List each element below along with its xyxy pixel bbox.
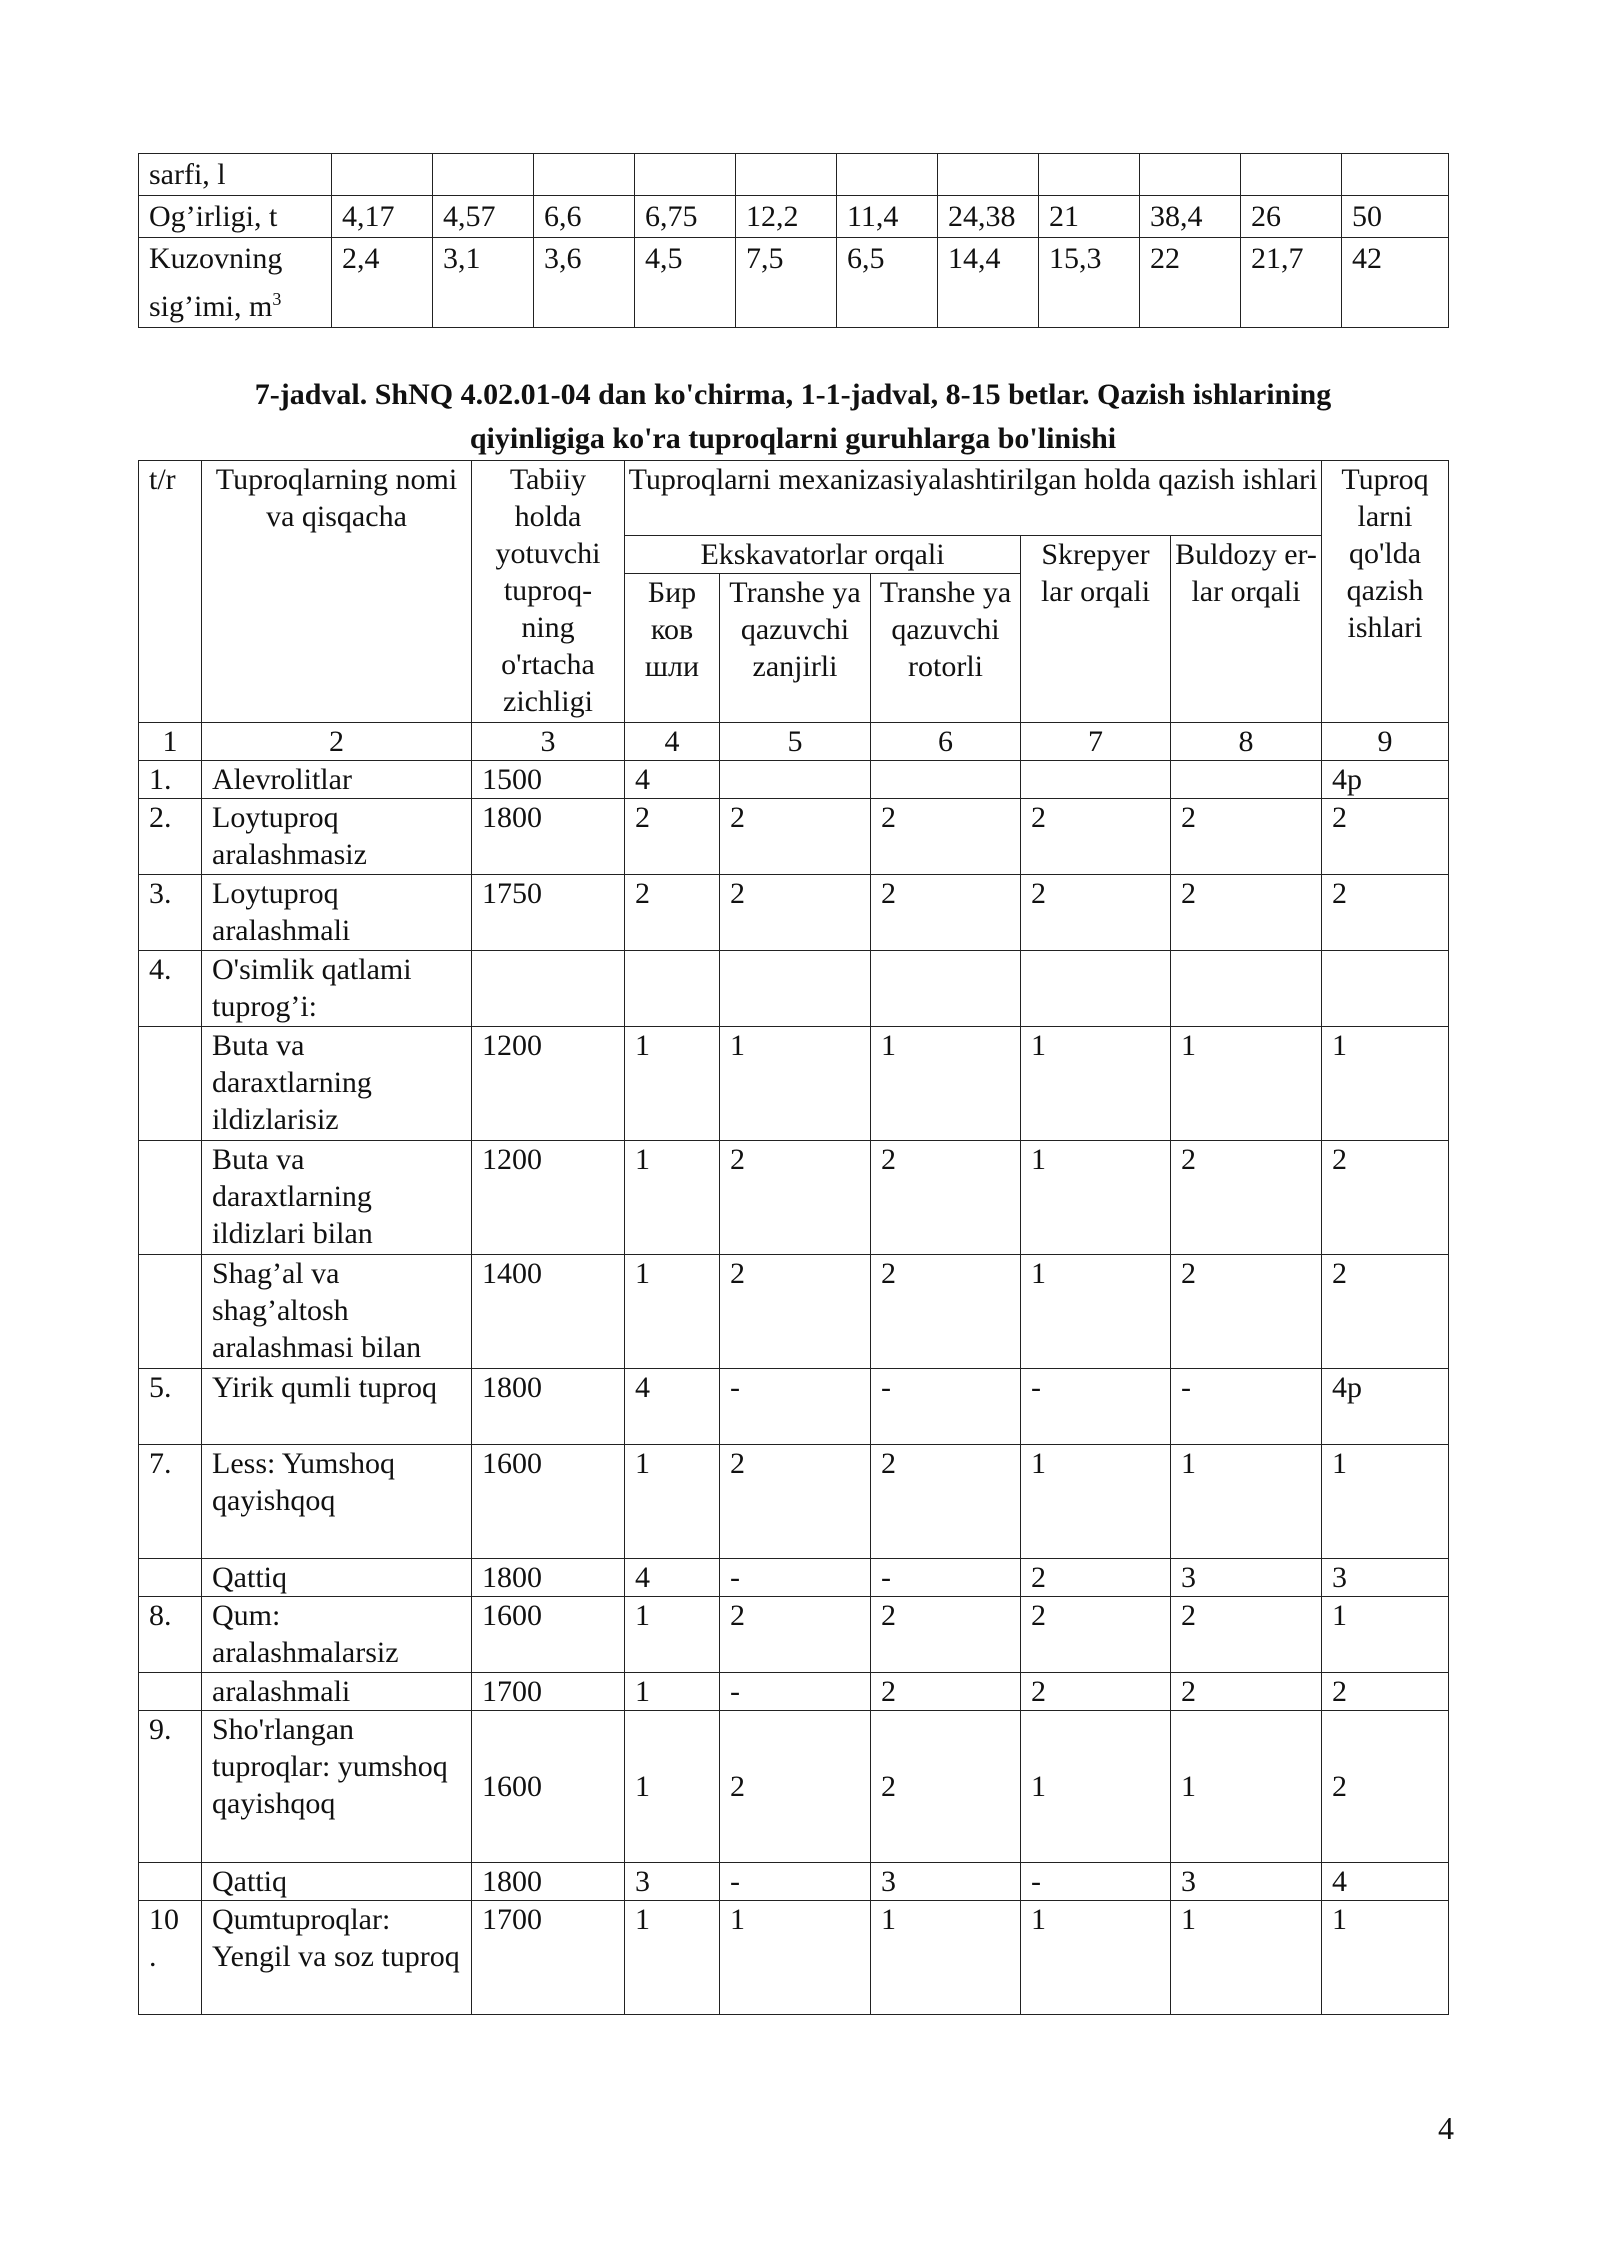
table-row bbox=[139, 1369, 1449, 1445]
group-cell: 2 bbox=[1171, 1255, 1322, 1369]
group-cell: 1 bbox=[625, 1027, 720, 1141]
group-cell bbox=[625, 951, 720, 1027]
group-cell: 1 bbox=[1322, 1901, 1449, 2015]
density-cell: 1600 bbox=[472, 1711, 625, 1863]
row-number: 4. bbox=[139, 951, 202, 1027]
soil-name: Loytuproq aralashmali bbox=[202, 875, 472, 951]
group-cell: 1 bbox=[625, 1255, 720, 1369]
soil-name: Qattiq bbox=[202, 1863, 472, 1901]
density-cell bbox=[472, 951, 625, 1027]
row-number: 7. bbox=[139, 1445, 202, 1559]
density-cell: 1800 bbox=[472, 1369, 625, 1445]
row-number: 10 . bbox=[139, 1901, 202, 2015]
density-cell: 1700 bbox=[472, 1901, 625, 2015]
table-cell bbox=[736, 154, 837, 196]
table-cell: 6,75 bbox=[635, 196, 736, 238]
header-bulldozer: Buldozy er-lar orqali bbox=[1171, 536, 1322, 723]
group-cell bbox=[1021, 761, 1171, 799]
table-cell: 4,57 bbox=[433, 196, 534, 238]
group-cell: 2 bbox=[1322, 799, 1449, 875]
row-label: sarfi, l bbox=[139, 154, 332, 196]
group-cell bbox=[720, 951, 871, 1027]
unit-superscript: 3 bbox=[272, 289, 282, 309]
table-row bbox=[139, 1445, 1449, 1559]
table-row bbox=[139, 1559, 1449, 1597]
table-cell: 21 bbox=[1039, 196, 1140, 238]
table-row bbox=[139, 1711, 1449, 1863]
group-cell: 2 bbox=[1322, 1673, 1449, 1711]
soil-name: O'simlik qatlami tuprog’i: bbox=[202, 951, 472, 1027]
row-number: 1. bbox=[139, 761, 202, 799]
table-row bbox=[139, 799, 1449, 875]
table-cell: 6,5 bbox=[837, 238, 938, 328]
table-cell bbox=[837, 154, 938, 196]
row-number bbox=[139, 1141, 202, 1255]
table-cell: 12,2 bbox=[736, 196, 837, 238]
group-cell: 2 bbox=[720, 799, 871, 875]
table-row bbox=[139, 1597, 1449, 1673]
group-cell: - bbox=[720, 1863, 871, 1901]
row-number bbox=[139, 1673, 202, 1711]
group-cell: 3 bbox=[871, 1863, 1021, 1901]
group-cell: 1 bbox=[625, 1901, 720, 2015]
group-cell: 2 bbox=[720, 1445, 871, 1559]
table-row bbox=[139, 761, 1449, 799]
table-row bbox=[139, 238, 1449, 328]
soil-name: Sho'rlangan tuproqlar: yumshoq qayishqoq bbox=[202, 1711, 472, 1863]
density-cell: 1400 bbox=[472, 1255, 625, 1369]
group-cell: 2 bbox=[1021, 799, 1171, 875]
group-cell bbox=[871, 761, 1021, 799]
group-cell: 2 bbox=[1171, 875, 1322, 951]
soil-name: Buta va daraxtlarning ildizlari bilan bbox=[202, 1141, 472, 1255]
header-excavators: Ekskavatorlar orqali bbox=[625, 536, 1021, 574]
group-cell: 1 bbox=[1171, 1711, 1322, 1863]
group-cell bbox=[1171, 951, 1322, 1027]
soil-name: aralashmali bbox=[202, 1673, 472, 1711]
header-manual: Tuproq larni qo'lda qazish ishlari bbox=[1322, 461, 1449, 723]
table-cell: 24,38 bbox=[938, 196, 1039, 238]
table-cell: 4,5 bbox=[635, 238, 736, 328]
column-number: 1 bbox=[139, 723, 202, 761]
column-number: 4 bbox=[625, 723, 720, 761]
group-cell: - bbox=[720, 1673, 871, 1711]
table-row bbox=[139, 951, 1449, 1027]
density-cell: 1800 bbox=[472, 1559, 625, 1597]
table-cell: 2,4 bbox=[332, 238, 433, 328]
table-cell: 42 bbox=[1342, 238, 1449, 328]
column-number: 6 bbox=[871, 723, 1021, 761]
table-cell bbox=[1039, 154, 1140, 196]
group-cell: 1 bbox=[1322, 1445, 1449, 1559]
column-number: 2 bbox=[202, 723, 472, 761]
column-number: 5 bbox=[720, 723, 871, 761]
table-cell: 3,6 bbox=[534, 238, 635, 328]
group-cell: 2 bbox=[1021, 875, 1171, 951]
density-cell: 1750 bbox=[472, 875, 625, 951]
group-cell: - bbox=[1021, 1863, 1171, 1901]
row-number bbox=[139, 1255, 202, 1369]
table-cell bbox=[1342, 154, 1449, 196]
group-cell: 1 bbox=[1021, 1445, 1171, 1559]
table-cell: 14,4 bbox=[938, 238, 1039, 328]
soil-name: Shag’al va shag’altosh aralashmasi bilan bbox=[202, 1255, 472, 1369]
row-number bbox=[139, 1863, 202, 1901]
soil-name: Yirik qumli tuproq bbox=[202, 1369, 472, 1445]
caption-line-2: qiyinligiga ko'ra tuproqlarni guruhlarga bo'linishi bbox=[469, 422, 1117, 455]
table-cell: 7,5 bbox=[736, 238, 837, 328]
header-bucket: Бир ков шли bbox=[625, 574, 720, 723]
group-cell: 2 bbox=[871, 875, 1021, 951]
group-cell: 1 bbox=[1322, 1027, 1449, 1141]
table-cell: 3,1 bbox=[433, 238, 534, 328]
group-cell: 2 bbox=[871, 799, 1021, 875]
column-number: 7 bbox=[1021, 723, 1171, 761]
group-cell: 2 bbox=[871, 1255, 1021, 1369]
group-cell: 2 bbox=[1322, 875, 1449, 951]
column-number: 9 bbox=[1322, 723, 1449, 761]
density-cell: 1800 bbox=[472, 799, 625, 875]
density-cell: 1700 bbox=[472, 1673, 625, 1711]
row-number bbox=[139, 1559, 202, 1597]
header-tr: t/r bbox=[139, 461, 202, 723]
density-cell: 1600 bbox=[472, 1445, 625, 1559]
header-name: Tuproqlarning nomi va qisqacha bbox=[202, 461, 472, 723]
group-cell: 3 bbox=[625, 1863, 720, 1901]
table-cell bbox=[534, 154, 635, 196]
group-cell: 2 bbox=[1171, 1141, 1322, 1255]
table-cell: 21,7 bbox=[1241, 238, 1342, 328]
group-cell: - bbox=[1021, 1369, 1171, 1445]
group-cell: 1 bbox=[625, 1597, 720, 1673]
table-row bbox=[139, 154, 1449, 196]
group-cell: 2 bbox=[871, 1141, 1021, 1255]
soil-classification-table bbox=[138, 460, 1449, 2015]
table-cell: 11,4 bbox=[837, 196, 938, 238]
group-cell: 1 bbox=[1171, 1027, 1322, 1141]
group-cell: - bbox=[871, 1559, 1021, 1597]
group-cell: 4 bbox=[625, 1559, 720, 1597]
group-cell bbox=[720, 761, 871, 799]
column-number-row bbox=[139, 723, 1449, 761]
group-cell: 1 bbox=[720, 1901, 871, 2015]
soil-name: Qum: aralashmalarsiz bbox=[202, 1597, 472, 1673]
group-cell: 3 bbox=[1322, 1559, 1449, 1597]
table-cell bbox=[1140, 154, 1241, 196]
table-cell: 26 bbox=[1241, 196, 1342, 238]
group-cell: 2 bbox=[1171, 1597, 1322, 1673]
table-row bbox=[139, 1141, 1449, 1255]
header-scraper: Skrepyer lar orqali bbox=[1021, 536, 1171, 723]
soil-name: Qumtuproqlar: Yengil va soz tuproq bbox=[202, 1901, 472, 2015]
group-cell: 2 bbox=[720, 1711, 871, 1863]
group-cell: 4p bbox=[1322, 761, 1449, 799]
table-cell: 50 bbox=[1342, 196, 1449, 238]
table-cell: 4,17 bbox=[332, 196, 433, 238]
row-number: 3. bbox=[139, 875, 202, 951]
group-cell: 4p bbox=[1322, 1369, 1449, 1445]
soil-name: Buta va daraxtlarning ildizlarisiz bbox=[202, 1027, 472, 1141]
header-density: Tabiiy holda yotuvchi tuproq-ning o'rtacha zichligi bbox=[472, 461, 625, 723]
group-cell: 2 bbox=[871, 1711, 1021, 1863]
table-caption bbox=[138, 373, 1448, 461]
density-cell: 1200 bbox=[472, 1027, 625, 1141]
group-cell: 3 bbox=[1171, 1559, 1322, 1597]
table-row bbox=[139, 1863, 1449, 1901]
group-cell: - bbox=[720, 1369, 871, 1445]
group-cell: 2 bbox=[720, 875, 871, 951]
table-row bbox=[139, 875, 1449, 951]
group-cell: 2 bbox=[1021, 1559, 1171, 1597]
group-cell: 4 bbox=[625, 1369, 720, 1445]
row-number bbox=[139, 1027, 202, 1141]
group-cell: 2 bbox=[720, 1597, 871, 1673]
group-cell: 3 bbox=[1171, 1863, 1322, 1901]
group-cell: 2 bbox=[1322, 1255, 1449, 1369]
group-cell: 2 bbox=[625, 799, 720, 875]
table-cell: 6,6 bbox=[534, 196, 635, 238]
table-cell: 22 bbox=[1140, 238, 1241, 328]
group-cell: 4 bbox=[625, 761, 720, 799]
table-row bbox=[139, 1673, 1449, 1711]
group-cell: 1 bbox=[1021, 1901, 1171, 2015]
group-cell: 2 bbox=[1322, 1711, 1449, 1863]
group-cell: 2 bbox=[1021, 1597, 1171, 1673]
table-row bbox=[139, 1901, 1449, 2015]
group-cell bbox=[1021, 951, 1171, 1027]
group-cell: 1 bbox=[625, 1445, 720, 1559]
group-cell: 4 bbox=[1322, 1863, 1449, 1901]
row-number: 8. bbox=[139, 1597, 202, 1673]
density-cell: 1200 bbox=[472, 1141, 625, 1255]
group-cell bbox=[1171, 761, 1322, 799]
group-cell: 2 bbox=[871, 1445, 1021, 1559]
group-cell: 2 bbox=[1322, 1141, 1449, 1255]
group-cell: 2 bbox=[1021, 1673, 1171, 1711]
group-cell: 2 bbox=[871, 1597, 1021, 1673]
group-cell: - bbox=[871, 1369, 1021, 1445]
table-cell bbox=[1241, 154, 1342, 196]
row-label: Og’irligi, t bbox=[139, 196, 332, 238]
table-cell bbox=[938, 154, 1039, 196]
group-cell: 2 bbox=[720, 1255, 871, 1369]
column-number: 8 bbox=[1171, 723, 1322, 761]
header-mechanized: Tuproqlarni mexanizasiyalashtirilgan holda qazish ishlari bbox=[625, 461, 1322, 536]
group-cell: 1 bbox=[871, 1027, 1021, 1141]
header-rotor: Transhe ya qazuvchi rotorli bbox=[871, 574, 1021, 723]
row-number: 9. bbox=[139, 1711, 202, 1863]
group-cell: 1 bbox=[1322, 1597, 1449, 1673]
group-cell: 1 bbox=[1021, 1255, 1171, 1369]
soil-name: Qattiq bbox=[202, 1559, 472, 1597]
soil-name: Alevrolitlar bbox=[202, 761, 472, 799]
row-label: Kuzovning sig’imi, $m^3$ bbox=[139, 238, 332, 328]
group-cell: 1 bbox=[1021, 1141, 1171, 1255]
group-cell: 1 bbox=[625, 1673, 720, 1711]
group-cell: 1 bbox=[625, 1141, 720, 1255]
group-cell: 2 bbox=[625, 875, 720, 951]
group-cell: 2 bbox=[871, 1673, 1021, 1711]
row-number: 2. bbox=[139, 799, 202, 875]
group-cell bbox=[1322, 951, 1449, 1027]
density-cell: 1800 bbox=[472, 1863, 625, 1901]
table-row bbox=[139, 1027, 1449, 1141]
group-cell: - bbox=[1171, 1369, 1322, 1445]
soil-name: Less: Yumshoq qayishqoq bbox=[202, 1445, 472, 1559]
density-cell: 1500 bbox=[472, 761, 625, 799]
table-cell: 38,4 bbox=[1140, 196, 1241, 238]
group-cell: 2 bbox=[1171, 799, 1322, 875]
row-number: 5. bbox=[139, 1369, 202, 1445]
group-cell: 2 bbox=[1171, 1673, 1322, 1711]
group-cell: 1 bbox=[871, 1901, 1021, 2015]
table-cell bbox=[332, 154, 433, 196]
group-cell: 1 bbox=[1021, 1711, 1171, 1863]
table-cell bbox=[635, 154, 736, 196]
header-chain: Transhe ya qazuvchi zanjirli bbox=[720, 574, 871, 723]
caption-line-1: 7-jadval. ShNQ 4.02.01-04 dan ko'chirma, 1-1-jadval, 8-15 betlar. Qazish ishlarining bbox=[254, 378, 1332, 411]
group-cell: 1 bbox=[1171, 1901, 1322, 2015]
group-cell: 1 bbox=[1021, 1027, 1171, 1141]
vehicle-spec-table bbox=[138, 153, 1449, 328]
table-cell bbox=[433, 154, 534, 196]
density-cell: 1600 bbox=[472, 1597, 625, 1673]
group-cell: - bbox=[720, 1559, 871, 1597]
table-row bbox=[139, 196, 1449, 238]
table-row bbox=[139, 1255, 1449, 1369]
group-cell bbox=[871, 951, 1021, 1027]
soil-name: Loytuproq aralashmasiz bbox=[202, 799, 472, 875]
column-number: 3 bbox=[472, 723, 625, 761]
group-cell: 1 bbox=[720, 1027, 871, 1141]
table-cell: 15,3 bbox=[1039, 238, 1140, 328]
group-cell: 1 bbox=[625, 1711, 720, 1863]
group-cell: 1 bbox=[1171, 1445, 1322, 1559]
group-cell: 2 bbox=[720, 1141, 871, 1255]
page-number: 4 bbox=[1438, 2110, 1454, 2146]
